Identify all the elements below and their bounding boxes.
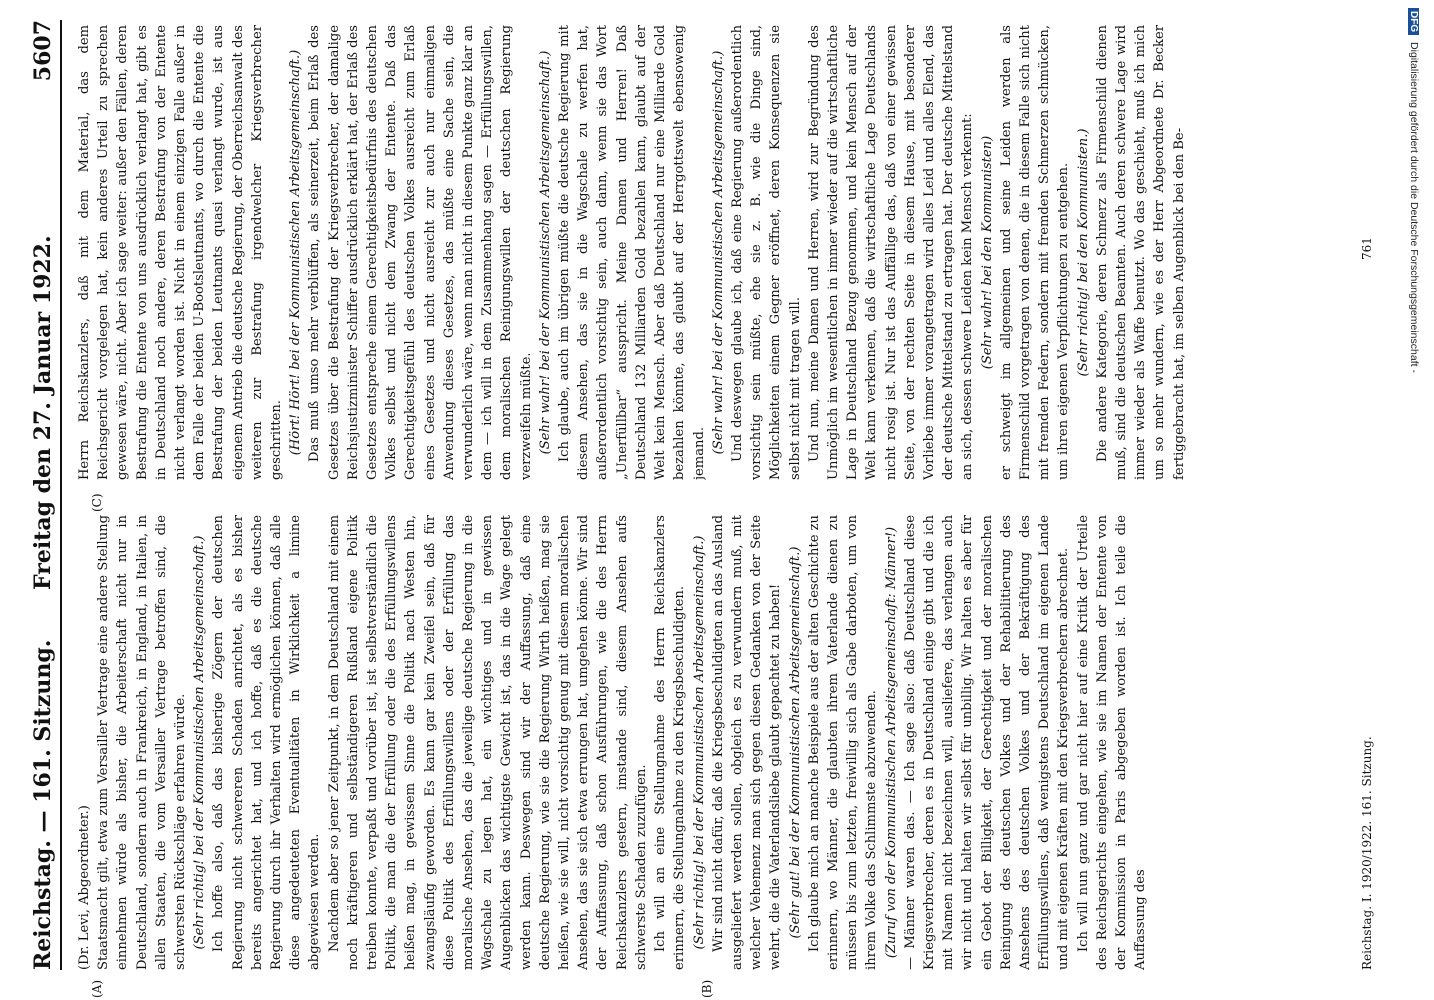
interjection: (Sehr richtig! bei der Kommunistischen Arbeitsgemeinschaft.) — [192, 535, 208, 950]
paragraph: Herrn Reichskanzlers, daß mit dem Material, das dem Reichsgericht vorgelegen hat, kein anderes Urteil zu sprechen gewesen wäre, nicht. Aber ich sage weiter: außer den Fällen, deren Bestrafung die Entente von uns ausdrücklich verlangt hat, gibt es in Deutschland noch andere, deren Bestrafung von der Entente nicht verlangt worden ist. Nicht in einem einzigen Falle außer in dem Falle der beiden U-Bootsleutnants, wo durch die Entente die Bestrafung der beiden Leutnants quasi verlangt wurde, ist aus eigenem Antrieb die deutsche Regierung, der Oberreichsanwalt des weiteren zur Bestrafung irgendwelcher Kriegsverbrecher geschritten. — [77, 25, 285, 480]
dfg-credit-text: Digitalisierung gefördert durch die Deutsche Forschungsgemeinschaft - — [1408, 42, 1420, 373]
dfg-credit — [1406, 8, 1420, 1000]
interjection: (Sehr wahr! bei der Kommunistischen Arbeitsgemeinschaft.) — [710, 50, 726, 455]
paragraph: Und deswegen glaube ich, daß eine Regierung außerordentlich vorsichtig sein müßte, ehe sie z. B. wie die Dinge sind, Möglichkeiten einem Gegner eröffnet, deren Konsequenzen sie selbst nicht mit tragen will. — [729, 25, 803, 480]
right-column — [75, 25, 1345, 480]
paragraph: Ich will nun ganz und gar nicht hier auf eine Kritik der Urteile des Reichsgerichts eingehen, wie sie im Namen der Entente von der Kommission in Paris abgegeben worden ist. Ich teile die Auffassung des — [1075, 515, 1149, 970]
paragraph: Ich glaube, auch im übrigen müßte die deutsche Regierung mit diesem Ansehen, das sie in die Wagschale zu werfen hat, außerordentlich vorsichtig sein, auch dann, wenn sie das Wort „Unerfüllbar“ ausspricht. Meine Damen und Herren! Daß Deutschland 132 Milliarden Gold bezahlen kann, glaubt auf der Welt kein Mensch. Aber daß Deutschland nur eine Milliarde Gold bezahlen könnte, das glaubt auf der Herrgottswelt ebensowenig jemand. — [557, 25, 707, 480]
paragraph: Nachdem aber so jener Zeitpunkt, in dem Deutschland mit einem noch kräftigeren und selbständigeren Rußland eigene Politik treiben konnte, verpaßt und vorüber ist, ist selbstverständlich die Politik, die man die der Erfüllung oder die des Erfüllungswillens heißen mag, in gewissem Sinne die Politik nach Westen hin, zwangsläufig geworden. Es kann gar kein Zweifel sein, daß für diese Politik des Erfüllungswillens oder der Erfüllung das moralische Ansehen, das die jeweilige deutsche Regierung in die Wagschale zu legen hat, ein wichtiges und in gewissen Augenblicken das wichtigste Gewicht ist, das in die Wage gelegt werden kann. Deswegen sind wir der Auffassung, daß eine deutsche Regierung, wie sie die Regierung Wirth heißen, mag sie heißen, wie sie will, nicht vorsichtig genug mit diesem moralischen Ansehen, das sie sich etwa errungen hat, umgehen könne. Wir sind der Auffassung, daß schon Ausführungen, wie die des Herrn Reichskanzlers gestern, imstande sind, diesem Ansehen aufs schwerste Schaden zuzufügen. — [326, 515, 649, 970]
interjection: (Hört! Hört! bei der Kommunistischen Arbeitsgemeinschaft.) — [288, 49, 304, 456]
paragraph: Staatsmacht gilt, etwa zum Versailler Vertrage eine andere Stellung einnehmen würde als bisher, die Arbeiterschaft nicht nur in Deutschland, sondern auch in Frankreich, in England, in Italien, in allen Staaten, die vom Versailler Vertrage betroffen sind, die schwersten Rückschläge erfahren würde. — [96, 515, 189, 970]
margin-mark-a: (A) — [90, 979, 104, 998]
header-date: Freitag den 27. Januar 1922. — [30, 235, 56, 590]
header-page-number: 5607 — [30, 20, 56, 82]
interjection: (Zuruf von der Kommunistischen Arbeitsgemeinschaft: Männer!) — [883, 526, 899, 959]
paragraph: Und nun, meine Damen und Herren, wird zur Begründung des Unmöglich im wesentlichen in immer wieder auf die wirtschaftliche Lage in Deutschland Bezug genommen, und kein Mensch auf der Welt kann verkennen, daß die wirtschaftliche Lage Deutschlands nicht rosig ist. Nur ist das Auffällige das, daß von einer gewissen Seite, von der rechten Seite in diesem Hause, mit besonderer Vorliebe immer vorangetragen wird alles Leid und alles Elend, das der deutsche Mittelstand zu ertragen hat. Der deutsche Mittelstand an sich, dessen schwere Leiden kein Mensch verkennt: — [806, 25, 976, 480]
dfg-logo-icon: DFG — [1408, 8, 1419, 35]
paragraph: er schweigt im allgemeinen und seine Leiden werden als Firmenschild vorgetragen von denen, die in diesem Falle sich nicht mit fremden Federn, sondern mit fremden Schmerzen schmücken, um ihren eigenen Verpflichtungen zu entgehen. — [998, 25, 1072, 480]
left-column — [75, 515, 1345, 970]
page-header — [30, 20, 62, 970]
margin-mark-c: (C) — [90, 493, 104, 512]
paragraph: (Dr. Levi, Abgeordneter.) — [77, 805, 92, 970]
paragraph: — Männer waren das. — Ich sage also: daß Deutschland diese Kriegsverbrecher, deren es in Deutschland einige gibt und die ich mit Namen nicht bezeichnen will, ausliefere, das verlangen auch wir nicht und halten wir selbst für unbillig. Wir halten es aber für ein Gebot der Billigkeit, der Gerechtigkeit und der moralischen Reinigung des deutschen Volkes und der Rehabilitierung des Ansehens des deutschen Volkes und der Bekräftigung des Erfüllungswillens, daß wenigstens Deutschland im eigenen Lande und mit eigenen Kräften mit den Kriegsverbrechern abrechnet. — [902, 515, 1072, 970]
interjection: (Sehr wahr! bei den Kommunisten) — [979, 135, 995, 370]
interjection: (Sehr richtig! bei den Kommunisten.) — [1075, 128, 1091, 377]
paragraph: Wir sind nicht dafür, daß die Kriegsbeschuldigten an das Ausland ausgeliefert werden sollen, obgleich es zu verwundern muß, mit welcher Vehemenz man sich gegen diesen Gedanken von der Seite wehrt, die die Vaterlandsliebe glaubt gepachtet zu haben! — [710, 515, 784, 970]
paragraph: Ich will an eine Stellungnahme des Herrn Reichskanzlers erinnern, die Stellungnahme zu den Kriegsbeschuldigten. — [653, 515, 688, 970]
page-signature: 761 — [1360, 237, 1374, 260]
header-session: Reichstag. — 161. Sitzung. — [30, 639, 56, 970]
interjection: (Sehr wahr! bei der Kommunistischen Arbeitsgemeinschaft.) — [537, 50, 553, 455]
margin-mark-b: (B) — [700, 979, 714, 998]
paragraph: Ich glaube mich an manche Beispiele aus der alten Geschichte zu erinnern, wo Männer, die glaubten ihrem Vaterlande dienen zu müssen bis zum letzten, freiwillig sich als Gabe darboten, um von ihrem Volke das Schlimmste abzuwenden. — [806, 515, 880, 970]
page-footer: Reichstag. I. 1920/1922. 161. Sitzung. — [1360, 736, 1374, 970]
paragraph: Ich hoffe also, daß das bisherige Zögern der deutschen Regierung nicht schwereren Schaden anrichtet, als es bisher bereits angerichtet hat, und ich hoffe, daß es die deutsche Regierung durch ihr Verhalten wird ermöglichen können, daß alle diese angedeuteten Eventualitäten in Wirklichkeit a limine abgewiesen werden. — [211, 515, 323, 970]
paragraph: Das muß umso mehr verblüffen, als seinerzeit, beim Erlaß des Gesetzes über die Bestrafung der Kriegsverbrecher, der damalige Reichsjustizminister Schiffer ausdrücklich erklärt hat, der Erlaß des Gesetzes entspreche einem Gerechtigkeitsbedürfnis des deutschen Volkes selbst und nicht dem Zwang der Entente. Daß das Gerechtigkeitsgefühl des deutschen Volkes ausreicht zum Erlaß eines Gesetzes und nicht ausreicht zur auch nur einmaligen Anwendung dieses Gesetzes, das müßte eine Sache sein, die verwunderlich wäre, wenn man nicht in diesem Punkte ganz klar an dem — ich will in dem Zusammenhang sagen — Erfüllungswillen, dem moralischen Reinigungswillen der deutschen Regierung verzweifeln müßte. — [307, 25, 534, 480]
interjection: (Sehr gut! bei der Kommunistischen Arbeitsgemeinschaft.) — [787, 546, 803, 939]
paragraph: Die andere Kategorie, deren Schmerz als Firmenschild dienen muß, sind die deutschen Beamten. Auch deren schwere Lage wird immer wieder als Waffe benutzt. Wo das geschieht, muß ich mich um so mehr wundern, wie es der Herr Abgeordnete Dr. Becker fertiggebracht hat, im selben Augenblick bei den Be- — [1094, 25, 1187, 480]
interjection: (Sehr richtig! bei der Kommunistischen Arbeitsgemeinschaft.) — [691, 535, 707, 950]
